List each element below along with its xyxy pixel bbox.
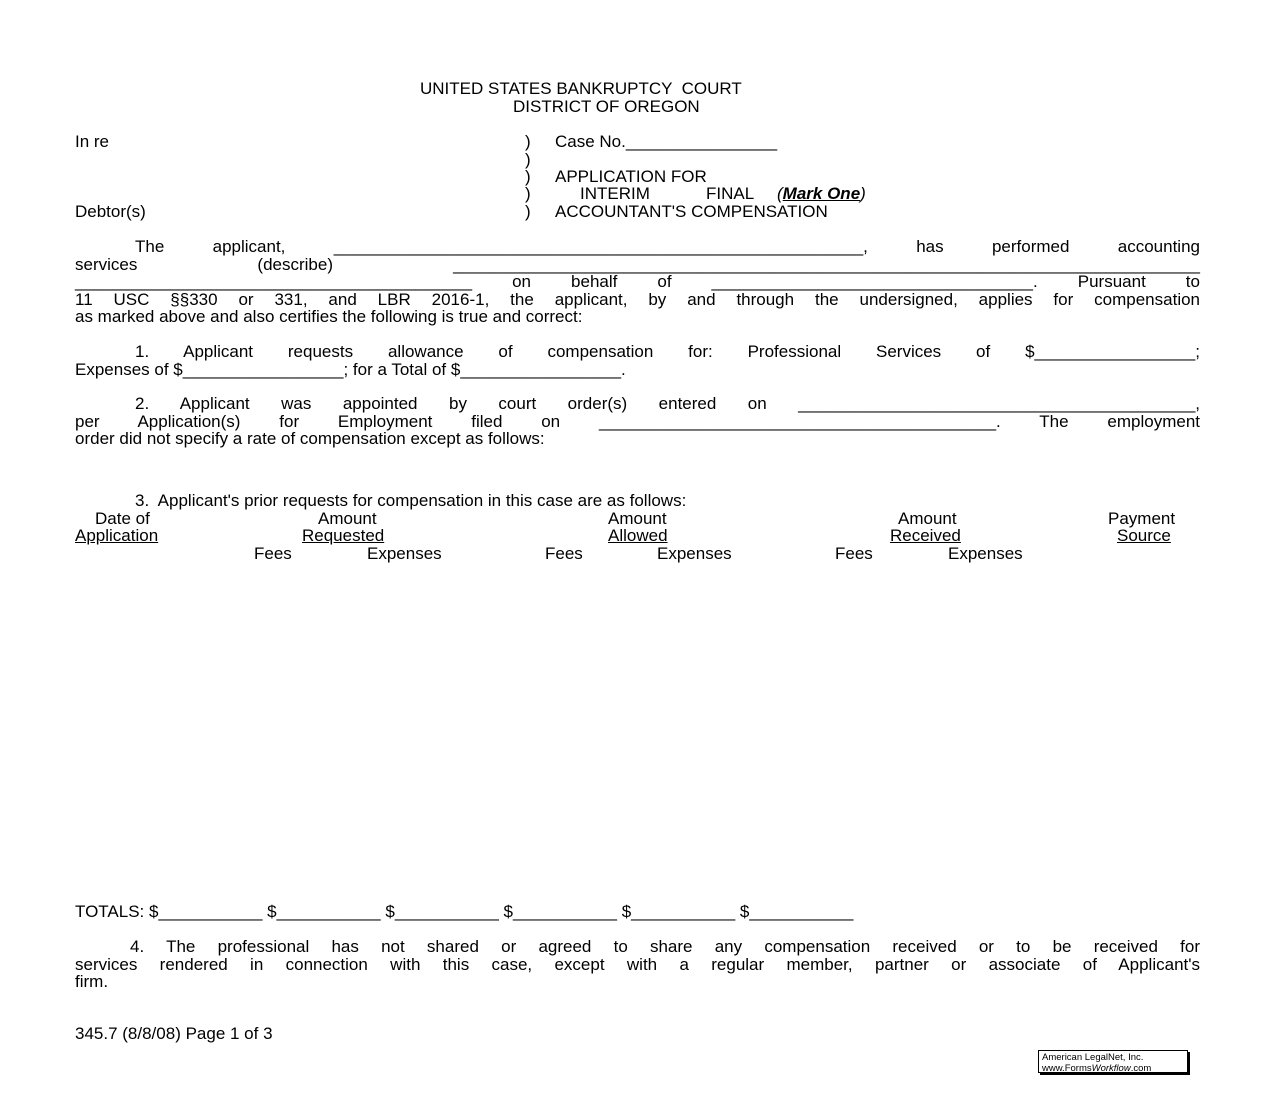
subcol-allowed-fees: Fees [545, 544, 583, 563]
form-id-page-number: 345.7 (8/8/08) Page 1 of 3 [75, 1024, 273, 1043]
intro-line-5: as marked above and also certifies the following is true and correct: [75, 307, 583, 326]
col-requested: Requested [302, 526, 385, 545]
interim-option[interactable]: INTERIM [580, 184, 650, 203]
caption-paren: ) [525, 184, 531, 203]
district-title: DISTRICT OF OREGON [513, 97, 700, 116]
col-amount-allowed-top: Amount [608, 509, 667, 528]
badge-url-a: www.Forms [1042, 1063, 1092, 1074]
mark-one-note [777, 185, 866, 203]
accountant-compensation-title: ACCOUNTANT'S COMPENSATION [555, 202, 828, 221]
col-allowed: Allowed [608, 526, 668, 545]
intro-paragraph [75, 238, 1200, 326]
paragraph-4-line-3: firm. [75, 972, 109, 991]
caption-paren: ) [525, 167, 531, 186]
badge-url-b: Workflow [1091, 1063, 1131, 1074]
col-source: Source [1117, 526, 1171, 545]
caption-paren: ) [525, 150, 531, 169]
paragraph-2-line-1[interactable]: 2. Applicant was appointed by court order(s) entered on __________________________________________, [135, 394, 1200, 413]
badge-company: American LegalNet, Inc. [1042, 1052, 1144, 1063]
col-received: Received [890, 526, 961, 545]
caption-paren: ) [525, 132, 531, 151]
subcol-requested-expenses: Expenses [367, 544, 442, 563]
subcol-received-expenses: Expenses [948, 544, 1023, 563]
paragraph-1-line-1[interactable]: 1. Applicant requests allowance of compensation for: Professional Services of $_________________; [135, 342, 1200, 361]
subcol-allowed-expenses: Expenses [657, 544, 732, 563]
badge-url-c: .com [1130, 1063, 1152, 1074]
intro-line-2[interactable]: services (describe) _______________________________________________________________________________ [75, 254, 1200, 274]
col-amount-requested-top: Amount [318, 509, 377, 528]
in-re-label: In re [75, 132, 110, 151]
subcol-requested-fees: Fees [254, 544, 292, 563]
paragraph-4-line-2: services rendered in connection with this case, except with a regular member, partner or associate of Applicant's [75, 954, 1200, 974]
subcol-received-fees: Fees [835, 544, 873, 563]
caption-paren: ) [525, 202, 531, 221]
totals-line[interactable]: TOTALS: $___________ $___________ $___________ $___________ $___________ $___________ [75, 902, 854, 921]
col-amount-received-top: Amount [898, 509, 957, 528]
mark-one-close-paren: ) [860, 184, 866, 203]
paragraph-2-line-2[interactable]: per Application(s) for Employment filed on __________________________________________. The employment [75, 411, 1200, 431]
paragraph-1-line-2[interactable]: Expenses of $_________________; for a Total of $_________________. [75, 359, 626, 379]
paragraph-2-line-3: order did not specify a rate of compensation except as follows: [75, 429, 545, 448]
badge-url [1042, 1063, 1184, 1074]
paragraph-2 [75, 395, 1200, 448]
final-option[interactable]: FINAL [706, 184, 755, 203]
paragraph-3-intro: 3. Applicant's prior requests for compensation in this case are as follows: [135, 491, 687, 510]
application-title: APPLICATION FOR [555, 167, 707, 186]
col-payment: Payment [1108, 509, 1176, 528]
intro-line-4: 11 USC §§330 or 331, and LBR 2016-1, the applicant, by and through the undersigned, applies for compensation [75, 289, 1200, 309]
intro-line-3[interactable]: __________________________________________ on behalf of __________________________________. Pursuant to [75, 272, 1200, 291]
debtors-label: Debtor(s) [75, 202, 146, 221]
case-number-field[interactable]: Case No.________________ [555, 132, 778, 151]
american-legalnet-badge[interactable] [1038, 1050, 1188, 1073]
court-title: UNITED STATES BANKRUPTCY COURT [420, 79, 742, 98]
col-date-of: Date of [95, 509, 150, 528]
mark-one-label: Mark One [782, 184, 861, 203]
paragraph-4-line-1: 4. The professional has not shared or agreed to share any compensation received or to be received for [130, 937, 1200, 956]
paragraph-4 [75, 938, 1200, 991]
col-application: Application [75, 526, 159, 545]
paragraph-1 [75, 343, 1200, 378]
mark-one-open-paren: ( [777, 184, 783, 203]
intro-line-1[interactable]: The applicant, ________________________________________________________, has performed accounting [135, 237, 1200, 256]
